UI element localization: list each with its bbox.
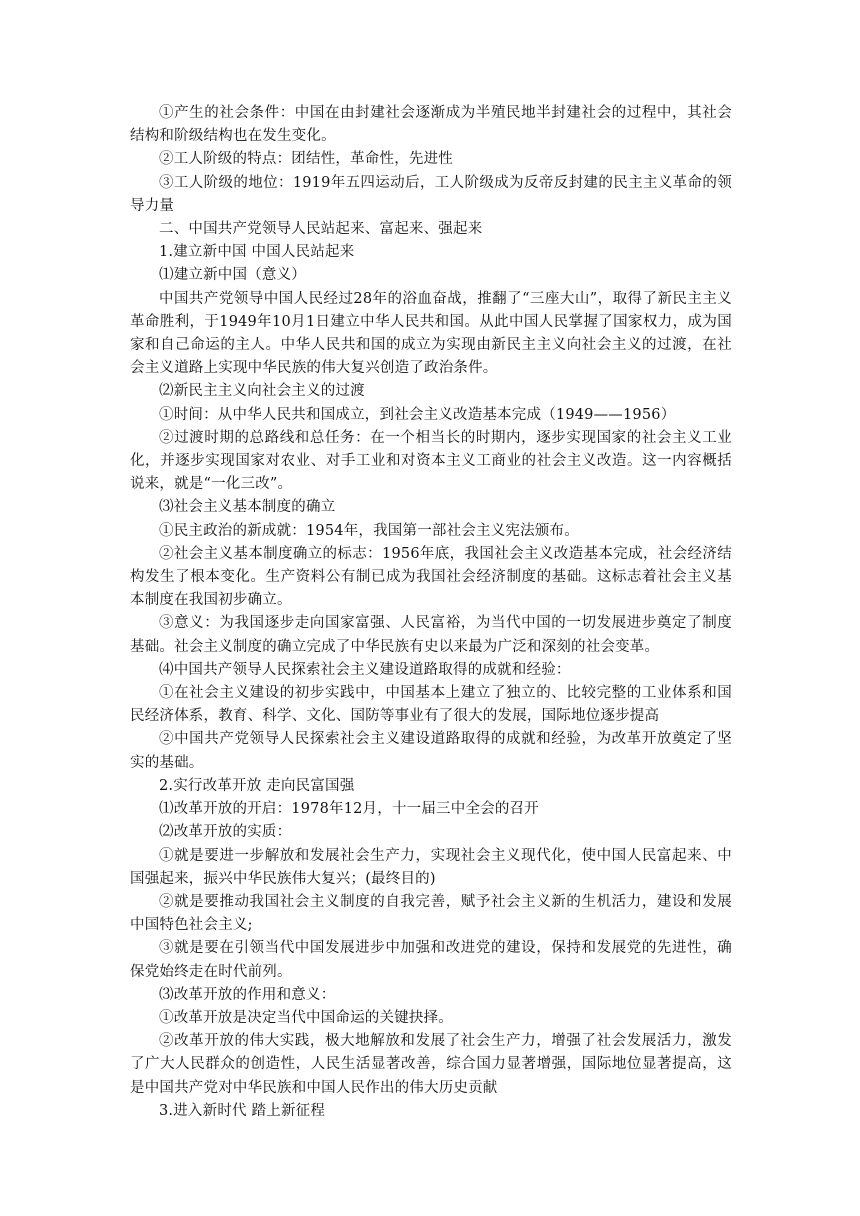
paragraph-system-established: ②社会主义基本制度确立的标志：1956年底，我国社会主义改造基本完成，社会经济结构发生了根本变化。生产资料公有制已成为我国社会经济制度的基础。这标志着社会主义基本制度在我国初步确立。 (130, 545, 732, 609)
paragraph-essence-productivity: ①就是要进一步解放和发展社会生产力，实现社会主义现代化，使中国人民富起来、中国强起来，振兴中华民族伟大复兴；(最终目的) (130, 847, 732, 887)
paragraph-key-choice: ①改革开放是决定当代中国命运的关键抉择。 (159, 1009, 453, 1026)
subheading-reform-opening: 2.实行改革开放 走向民富国强 (159, 777, 355, 794)
paragraph-working-class-traits: ②工人阶级的特点：团结性，革命性，先进性 (159, 151, 453, 168)
paragraph-founding-significance: 中国共产党领导中国人民经过28年的浴血奋战，推翻了“三座大山”，取得了新民主主义革命胜利，于1949年10月1日建立中华人民共和国。从此中国人民掌握了国家权力，成为国家和自己命运的主人。中华人民共和国的成立为实现由新民主主义向社会主义的过渡，在社会主义道路上实现中华民族的伟大复兴创造了政治条件。 (130, 290, 732, 377)
item-heading-reform-start: ⑴改革开放的开启：1978年12月，十一届三中全会的召开 (159, 801, 539, 818)
item-heading-reform-essence: ⑵改革开放的实质： (159, 824, 292, 841)
paragraph-essence-party: ③就是要在引领当代中国发展进步中加强和改进党的建设，保持和发展党的先进性，确保党始终走在时代前列。 (130, 940, 732, 980)
subheading-new-era: 3.进入新时代 踏上新征程 (159, 1102, 326, 1119)
paragraph-great-practice: ②改革开放的伟大实践，极大地解放和发展了社会生产力，增强了社会发展活力，激发了广大人民群众的创造性，人民生活显著改善，综合国力显著增强，国际地位显著提高，这是中国共产党对中华民族和中国人民作出的伟大历史贡献 (130, 1033, 732, 1096)
paragraph-transition-time: ①时间：从中华人民共和国成立，到社会主义改造基本完成（1949——1956） (159, 406, 676, 423)
item-heading-exploration: ⑷中国共产领导人民探索社会主义建设道路取得的成就和经验： (159, 661, 571, 678)
item-heading-reform-significance: ⑶改革开放的作用和意义： (159, 986, 336, 1003)
paragraph-system-significance: ③意义：为我国逐步走向国家富强、人民富裕，为当代中国的一切发展进步奠定了制度基础。社会主义制度的确立完成了中华民族有史以来最为广泛和深刻的社会变革。 (130, 615, 732, 655)
paragraph-working-class-status: ③工人阶级的地位：1919年五四运动后，工人阶级成为反帝反封建的民主主义革命的领导力量 (130, 174, 732, 214)
item-heading-socialist-system: ⑶社会主义基本制度的确立 (159, 499, 336, 516)
paragraph-exploration-achievements: ①在社会主义建设的初步实践中，中国基本上建立了独立的、比较完整的工业体系和国民经济体系，教育、科学、文化、国防等事业有了很大的发展，国际地位逐步提高 (130, 685, 732, 725)
paragraph-exploration-foundation: ②中国共产党领导人民探索社会主义建设道路取得的成就和经验，为改革开放奠定了坚实的基础。 (130, 731, 732, 771)
paragraph-constitution: ①民主政治的新成就：1954年，我国第一部社会主义宪法颁布。 (159, 522, 579, 539)
paragraph-social-conditions: ①产生的社会条件：中国在由封建社会逐渐成为半殖民地半封建社会的过程中，其社会结构和阶级结构也在发生变化。 (130, 105, 732, 145)
subheading-new-china: 1.建立新中国 中国人民站起来 (159, 244, 355, 261)
paragraph-general-line: ②过渡时期的总路线和总任务：在一个相当长的时期内，逐步实现国家的社会主义工业化，并逐步实现国家对农业、对手工业和对资本主义工商业的社会主义改造。这一内容概括说来，就是“一化三改”。 (130, 429, 732, 493)
item-heading-transition: ⑵新民主主义向社会主义的过渡 (159, 383, 365, 400)
paragraph-essence-system: ②就是要推动我国社会主义制度的自我完善，赋予社会主义新的生机活力，建设和发展中国特色社会主义; (130, 893, 732, 934)
item-heading-founding: ⑴建立新中国（意义） (159, 267, 306, 284)
document-body (130, 102, 732, 1123)
section-heading-two: 二、中国共产党领导人民站起来、富起来、强起来 (159, 221, 483, 238)
